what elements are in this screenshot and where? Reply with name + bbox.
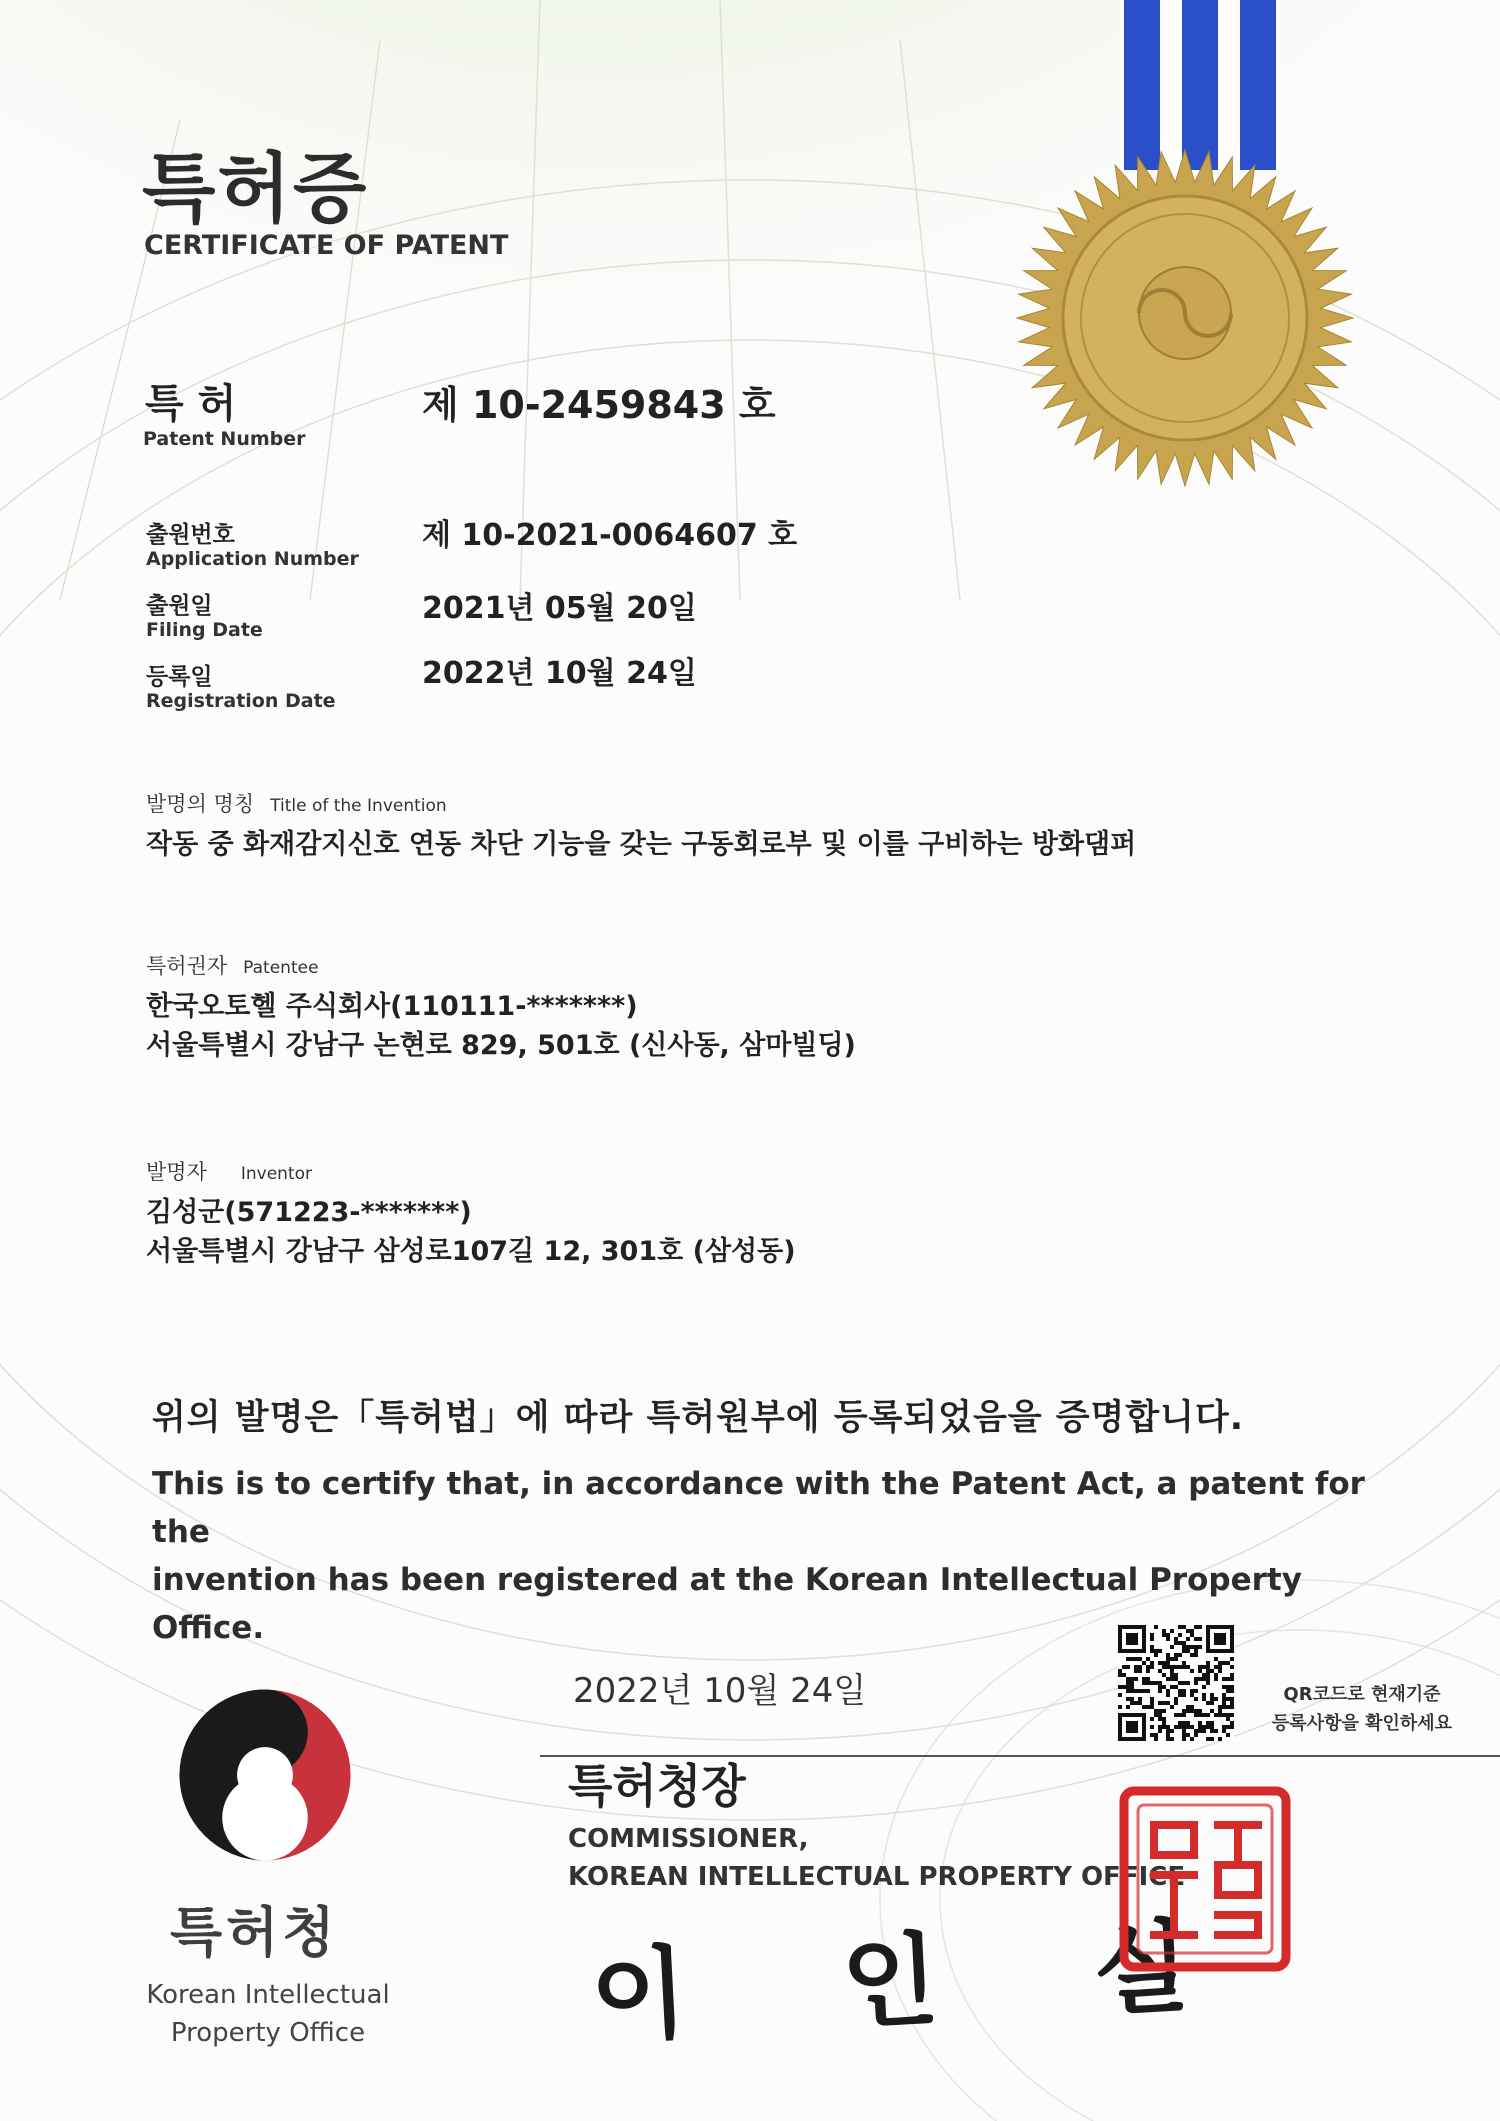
invention-label-ko: 발명의 명칭	[146, 792, 255, 816]
office-name-en-line1: Korean Intellectual	[146, 1980, 390, 2010]
official-red-seal	[1118, 1785, 1292, 1973]
commissioner-title-en	[568, 1820, 1185, 1896]
registration-date-label-en: Registration Date	[146, 690, 336, 712]
qr-instruction	[1252, 1680, 1472, 1738]
filing-date-label-ko: 출원일	[146, 593, 213, 619]
office-name-en-line2: Property Office	[170, 2018, 366, 2048]
inventor-address: 서울특별시 강남구 삼성로107길 12, 301호 (삼성동)	[146, 1236, 796, 1267]
patentee-label-en: Patentee	[243, 958, 319, 978]
inventor-label-en: Inventor	[240, 1164, 312, 1184]
certification-statement-ko: 위의 발명은「특허법」에 따라 특허원부에 등록되었음을 증명합니다.	[152, 1398, 1245, 1438]
registration-date-value: 2022년 10월 24일	[422, 656, 697, 691]
office-name-en	[128, 1976, 408, 2052]
patent-number-label-en: Patent Number	[143, 428, 306, 450]
gold-medal-seal	[985, 148, 1385, 488]
office-name-ko: 특허청	[170, 1901, 339, 1964]
qr-code[interactable]	[1118, 1625, 1234, 1741]
filing-date-label-en: Filing Date	[146, 619, 263, 641]
certification-statement-en	[152, 1460, 1402, 1652]
commissioner-title-en-line1: COMMISSIONER,	[568, 1824, 809, 1854]
qr-instruction-line1: QR코드로 현재기준	[1283, 1684, 1441, 1705]
commissioner-title-en-line2: KOREAN INTELLECTUAL PROPERTY OFFICE	[568, 1862, 1186, 1892]
application-number-label-ko: 출원번호	[146, 522, 235, 548]
patentee-label-ko: 특허권자	[146, 954, 228, 978]
certificate-title-en: CERTIFICATE OF PATENT	[144, 230, 509, 261]
invention-section-label	[146, 788, 447, 818]
filing-date-value: 2021년 05월 20일	[422, 591, 697, 626]
inventor-section-label	[146, 1156, 312, 1186]
commissioner-signature: 이 인 실	[587, 1903, 1253, 2057]
patentee-address: 서울특별시 강남구 논현로 829, 501호 (신사동, 삼마빌딩)	[146, 1030, 856, 1061]
patentee-name: 한국오토헬 주식회사(110111-*******)	[146, 991, 638, 1022]
certificate-title-ko: 특허증	[142, 144, 369, 233]
invention-label-en: Title of the Invention	[270, 796, 447, 816]
patent-number-label-ko: 특 허	[145, 381, 237, 427]
certification-statement-en-line2: invention has been registered at the Korean Intellectual Property Office.	[152, 1562, 1302, 1646]
commissioner-title-ko: 특허청장	[568, 1759, 746, 1813]
kipo-emblem-icon	[172, 1682, 358, 1868]
issue-date: 2022년 10월 24일	[573, 1671, 867, 1711]
invention-title: 작동 중 화재감지신호 연동 차단 기능을 갖는 구동회로부 및 이를 구비하는 방화댐퍼	[146, 829, 1137, 860]
application-number-value: 제 10-2021-0064607 호	[422, 518, 798, 553]
certification-statement-en-line1: This is to certify that, in accordance with the Patent Act, a patent for the	[152, 1466, 1365, 1550]
patent-number-value: 제 10-2459843 호	[422, 383, 776, 427]
patentee-section-label	[146, 950, 319, 980]
inventor-name: 김성군(571223-*******)	[146, 1197, 472, 1228]
ribbon	[1120, 0, 1280, 170]
inventor-label-ko: 발명자	[146, 1160, 207, 1184]
registration-date-label-ko: 등록일	[146, 664, 213, 690]
application-number-label-en: Application Number	[146, 548, 359, 570]
qr-instruction-line2: 등록사항을 확인하세요	[1271, 1713, 1453, 1734]
